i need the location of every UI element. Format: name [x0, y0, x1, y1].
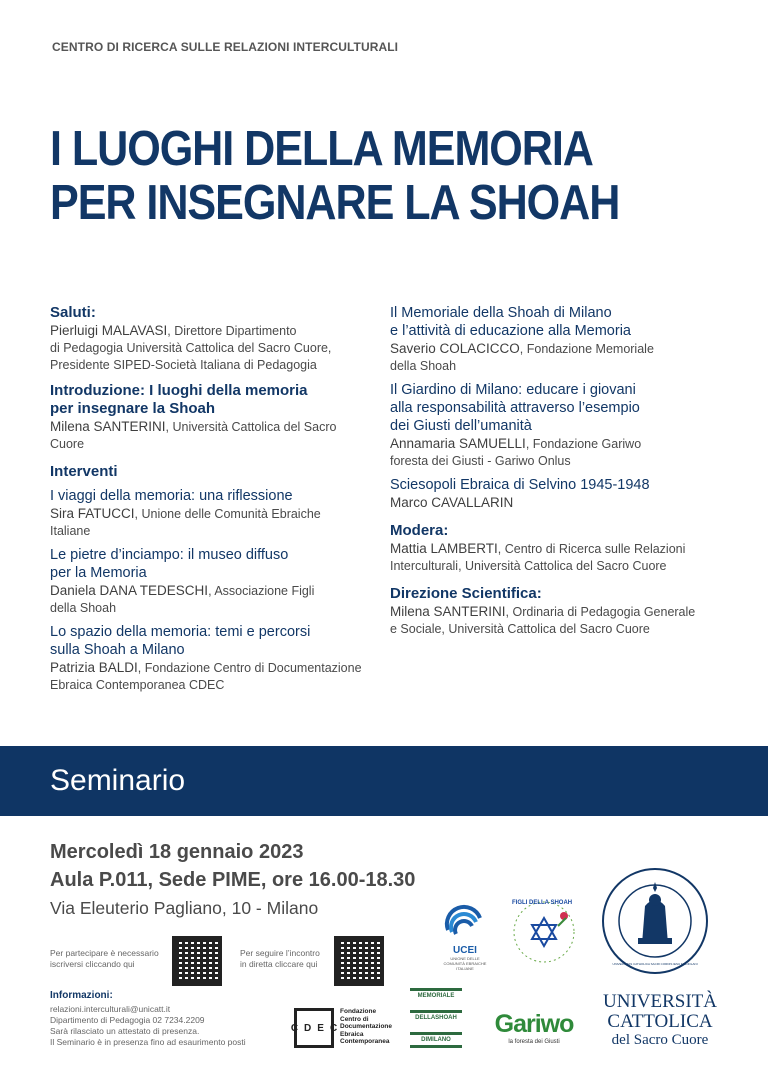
ucei-text: UCEI	[453, 945, 477, 956]
speaker-role: , Fondazione Memoriale	[519, 342, 654, 356]
saluti-heading: Saluti:	[50, 304, 96, 321]
register-qr-code[interactable]	[172, 936, 222, 986]
saluti-speaker	[50, 322, 390, 374]
info-block	[50, 1004, 246, 1048]
scientific-director	[390, 603, 735, 638]
text-line: in diretta cliccare qui	[240, 959, 318, 969]
ucei-subtitle: UNIONE DELLE COMUNITÀ EBRAICHE ITALIANE	[443, 956, 487, 971]
title-line-2: PER INSEGNARE LA SHOAH	[50, 176, 620, 230]
text-line: Fondazione	[340, 1008, 377, 1015]
title-line: dei Giusti dell’umanità	[390, 418, 532, 434]
memoriale-line: DELLASHOAH	[410, 1010, 462, 1021]
text-line: Ebraica	[340, 1030, 364, 1038]
event-date: Mercoledì 18 gennaio 2023	[50, 841, 304, 863]
interventi-heading: Interventi	[50, 463, 118, 480]
text-line: Documentazione	[340, 1023, 393, 1030]
title-line: per la Memoria	[50, 565, 147, 581]
info-seats: Il Seminario è in presenza fino ad esaurimento posti	[50, 1037, 246, 1047]
talk-speaker	[50, 505, 390, 540]
stream-qr-code[interactable]	[334, 936, 384, 986]
speaker-role: Interculturali, Università Cattolica del Sacro Cuore	[390, 559, 667, 573]
text-line: iscriversi cliccando qui	[50, 959, 135, 969]
text-line: Contemporanea	[340, 1038, 390, 1045]
main-title	[50, 122, 657, 230]
event-datetime	[50, 838, 415, 894]
unicatt-line1: UNIVERSITÀ	[603, 991, 717, 1012]
talk-title	[50, 623, 390, 659]
memoriale-line: MEMORIALE	[410, 988, 462, 999]
ucei-logo	[440, 900, 490, 971]
speaker-role: foresta dei Giusti - Gariwo Onlus	[390, 454, 571, 468]
unicatt-line2: CATTOLICA	[607, 1011, 713, 1032]
register-text	[50, 948, 170, 970]
speaker-role: , Centro di Ricerca sulle Relazioni	[497, 542, 686, 556]
talk-speaker	[50, 582, 390, 617]
ucei-swirl-icon	[440, 900, 490, 940]
speaker-role: della Shoah	[390, 359, 457, 373]
title-line-1: I LUOGHI DELLA MEMORIA	[50, 122, 593, 176]
program-right-column	[390, 304, 735, 638]
cdec-text	[340, 1008, 392, 1054]
introduzione-heading	[50, 382, 390, 418]
speaker-name: Saverio COLACICCO	[390, 341, 520, 356]
moderator	[390, 540, 735, 575]
title-line: Lo spazio della memoria: temi e percorsi	[50, 624, 311, 640]
title-line: Le pietre d’inciampo: il museo diffuso	[50, 547, 289, 563]
gariwo-logo	[486, 1010, 582, 1050]
info-email[interactable]: relazioni.interculturali@unicatt.it	[50, 1004, 171, 1014]
talk-title	[50, 546, 390, 582]
title-line: Il Memoriale della Shoah di Milano	[390, 305, 612, 321]
speaker-role: , Associazione Figli	[208, 584, 315, 598]
info-phone: Dipartimento di Pedagogia 02 7234.2209	[50, 1015, 205, 1025]
center-name: CENTRO DI RICERCA SULLE RELAZIONI INTERCULTURALI	[52, 40, 399, 54]
university-seal-icon	[600, 866, 710, 976]
stream-text	[240, 948, 340, 970]
talk-title: Sciesopoli Ebraica di Selvino 1945-1948	[390, 477, 650, 493]
talk-speaker	[50, 659, 390, 694]
speaker-role: , Ordinaria di Pedagogia Generale	[505, 605, 696, 619]
speaker-name: Pierluigi MALAVASI	[50, 323, 168, 338]
title-line: sulla Shoah a Milano	[50, 642, 185, 658]
intro-speaker	[50, 418, 390, 453]
talk-title	[390, 381, 735, 435]
event-place: Aula P.011, Sede PIME, ore 16.00-18.30	[50, 869, 416, 891]
info-heading: Informazioni:	[50, 990, 113, 1001]
unicatt-wordmark	[600, 992, 720, 1049]
talk-speaker	[390, 435, 735, 470]
speaker-name: Marco CAVALLARIN	[390, 495, 514, 510]
memoriale-logo	[410, 988, 462, 1048]
talk-title	[390, 304, 735, 340]
speaker-role: , Fondazione Gariwo	[525, 437, 642, 451]
speaker-role: Cuore	[50, 437, 85, 451]
speaker-name: Mattia LAMBERTI	[390, 541, 498, 556]
heading-line: Introduzione: I luoghi della memoria	[50, 382, 308, 399]
cdec-logo	[290, 1008, 404, 1054]
heading-line: per insegnare la Shoah	[50, 400, 216, 417]
text-line: Centro di	[340, 1015, 369, 1023]
title-line: e l’attività di educazione alla Memoria	[390, 323, 631, 339]
speaker-name: Milena SANTERINI	[50, 419, 166, 434]
speaker-role: , Unione delle Comunità Ebraiche	[134, 507, 321, 521]
speaker-role: di Pedagogia Università Cattolica del Sacro Cuore,	[50, 341, 332, 355]
modera-heading: Modera:	[390, 522, 449, 539]
speaker-role: , Direttore Dipartimento	[167, 324, 297, 338]
text-line: Per partecipare è necessario	[50, 948, 159, 958]
cdec-mark: CDEC	[294, 1008, 334, 1048]
talk-speaker	[390, 340, 735, 375]
seminario-label: Seminario	[50, 764, 186, 797]
info-certificate: Sarà rilasciato un attestato di presenza.	[50, 1026, 200, 1036]
university-seal	[600, 866, 710, 976]
gariwo-subtitle: la foresta dei Giusti	[508, 1039, 560, 1045]
speaker-role: e Sociale, Università Cattolica del Sacro Cuore	[390, 622, 650, 636]
title-line: alla responsabilità attraverso l’esempio	[390, 400, 640, 416]
figli-della-shoah-logo	[508, 896, 580, 968]
text-line: Per seguire l’incontro	[240, 948, 320, 958]
speaker-role: Italiane	[50, 524, 91, 538]
speaker-role: Ebraica Contemporanea CDEC	[50, 678, 225, 692]
speaker-role: Presidente SIPED-Società Italiana di Pedagogia	[50, 358, 317, 372]
program-left-column	[50, 304, 390, 694]
seal-text: UNIVERSITAS CATHOLICA SACRI CORDIS IESU MEDIOLANI	[612, 962, 698, 966]
title-line: Il Giardino di Milano: educare i giovani	[390, 382, 636, 398]
speaker-name: Milena SANTERINI	[390, 604, 506, 619]
direzione-heading: Direzione Scientifica:	[390, 585, 542, 602]
speaker-name: Patrizia BALDI	[50, 660, 138, 675]
speaker-role: della Shoah	[50, 601, 117, 615]
figli-text: FIGLI DELLA SHOAH	[512, 900, 573, 906]
speaker-name: Daniela DANA TEDESCHI	[50, 583, 209, 598]
speaker-name: Sira FATUCCI	[50, 506, 135, 521]
talk-title: I viaggi della memoria: una riflessione	[50, 488, 293, 504]
star-of-david-icon	[508, 896, 580, 968]
speaker-role: , Università Cattolica del Sacro	[165, 420, 337, 434]
gariwo-text: Gariwo	[494, 1010, 574, 1038]
event-address: Via Eleuterio Pagliano, 10 - Milano	[50, 898, 319, 918]
memoriale-line: DIMILANO	[410, 1032, 462, 1048]
speaker-role: , Fondazione Centro di Documentazione	[137, 661, 362, 675]
speaker-name: Annamaria SAMUELLI	[390, 436, 526, 451]
talk-speaker	[390, 494, 735, 512]
unicatt-line3: del Sacro Cuore	[611, 1032, 709, 1048]
